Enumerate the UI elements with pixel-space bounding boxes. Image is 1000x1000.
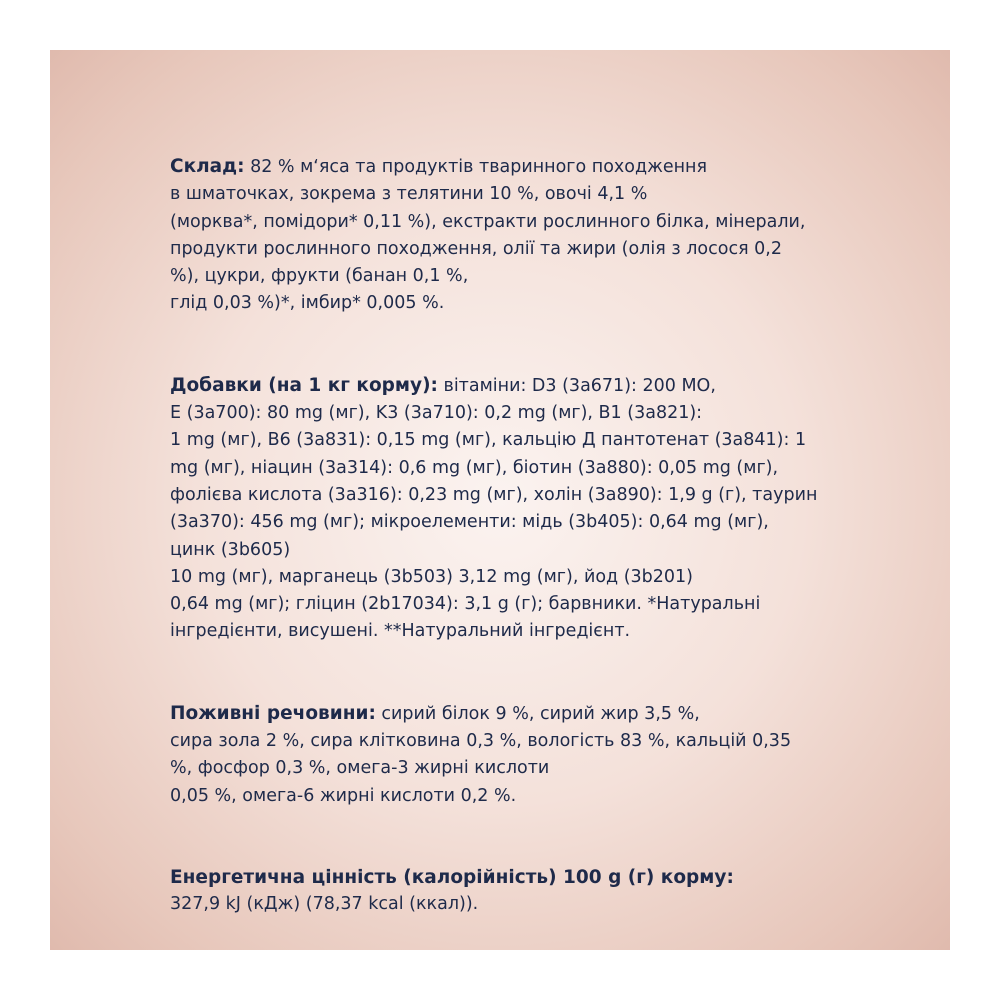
nutrients-line-1 bbox=[170, 700, 890, 728]
composition-paragraph bbox=[170, 153, 890, 318]
additives-line-4: mg (мг), ніацин (3a314): 0,6 mg (мг), біотин (3a880): 0,05 mg (мг), bbox=[170, 457, 779, 478]
additives-section bbox=[170, 372, 890, 646]
additives-line-2: E (3a700): 80 mg (мг), K3 (3a710): 0,2 mg (мг), B1 (3a821): bbox=[170, 403, 703, 424]
composition-line-6: глід 0,03 %)*, імбир* 0,005 %. bbox=[170, 293, 445, 314]
composition-line-1 bbox=[170, 153, 890, 181]
composition-section bbox=[170, 153, 890, 318]
nutrients-line-3: %, фосфор 0,3 %, омега-3 жирні кислоти bbox=[170, 758, 550, 779]
energy-section bbox=[170, 864, 890, 919]
label-panel bbox=[50, 50, 950, 950]
composition-label: Склад: bbox=[170, 156, 245, 177]
nutrients-section bbox=[170, 700, 890, 810]
energy-label: Енергетична цінність (калорійність) 100 g (г) корму: bbox=[170, 866, 734, 888]
additives-text: вітаміни: D3 (3a671): 200 MO, bbox=[437, 375, 716, 396]
nutrients-text: сирий білок 9 %, сирий жир 3,5 %, bbox=[375, 703, 700, 724]
energy-paragraph bbox=[170, 864, 890, 919]
composition-line-4: продукти рослинного походження, олії та жири (олія з лосося 0,2 bbox=[170, 238, 782, 259]
nutrients-line-4: 0,05 %, омега-6 жирні кислоти 0,2 %. bbox=[170, 785, 517, 806]
energy-line-1: 327,9 kJ (кДж) (78,37 kcal (ккал)). bbox=[170, 894, 479, 915]
ingredients-text bbox=[170, 153, 890, 973]
additives-line-9: 0,64 mg (мг); гліцин (2b17034): 3,1 g (г); барвники. *Натуральні bbox=[170, 594, 761, 615]
additives-paragraph bbox=[170, 372, 890, 646]
nutrients-paragraph bbox=[170, 700, 890, 810]
additives-line-5: фолієва кислота (3a316): 0,23 mg (мг), холін (3a890): 1,9 g (г), таурин bbox=[170, 484, 818, 505]
additives-line-3: 1 mg (мг), B6 (3a831): 0,15 mg (мг), кальцію Д пантотенат (3a841): 1 bbox=[170, 430, 807, 451]
composition-line-2: в шматочках, зокрема з телятини 10 %, овочі 4,1 % bbox=[170, 184, 648, 205]
composition-text: 82 % м‘яса та продуктів тваринного походження bbox=[244, 157, 708, 177]
nutrients-line-2: сира зола 2 %, сира клітковина 0,3 %, вологість 83 %, кальцій 0,35 bbox=[170, 731, 792, 752]
composition-line-5: %), цукри, фрукти (банан 0,1 %, bbox=[170, 266, 469, 287]
nutrients-label: Поживні речовини: bbox=[170, 702, 376, 724]
additives-line-10: інгредієнти, висушені. **Натуральний інгредієнт. bbox=[170, 621, 631, 642]
additives-line-6: (3a370): 456 mg (мг); мікроелементи: мідь (3b405): 0,64 mg (мг), bbox=[170, 512, 769, 533]
additives-line-1 bbox=[170, 372, 890, 400]
additives-line-7: цинк (3b605) bbox=[170, 539, 291, 560]
additives-label: Добавки (на 1 кг корму): bbox=[170, 374, 438, 396]
additives-line-8: 10 mg (мг), марганець (3b503) 3,12 mg (мг), йод (3b201) bbox=[170, 566, 694, 587]
composition-line-3: (морква*, помідори* 0,11 %), екстракти рослинного білка, мінерали, bbox=[170, 211, 806, 232]
